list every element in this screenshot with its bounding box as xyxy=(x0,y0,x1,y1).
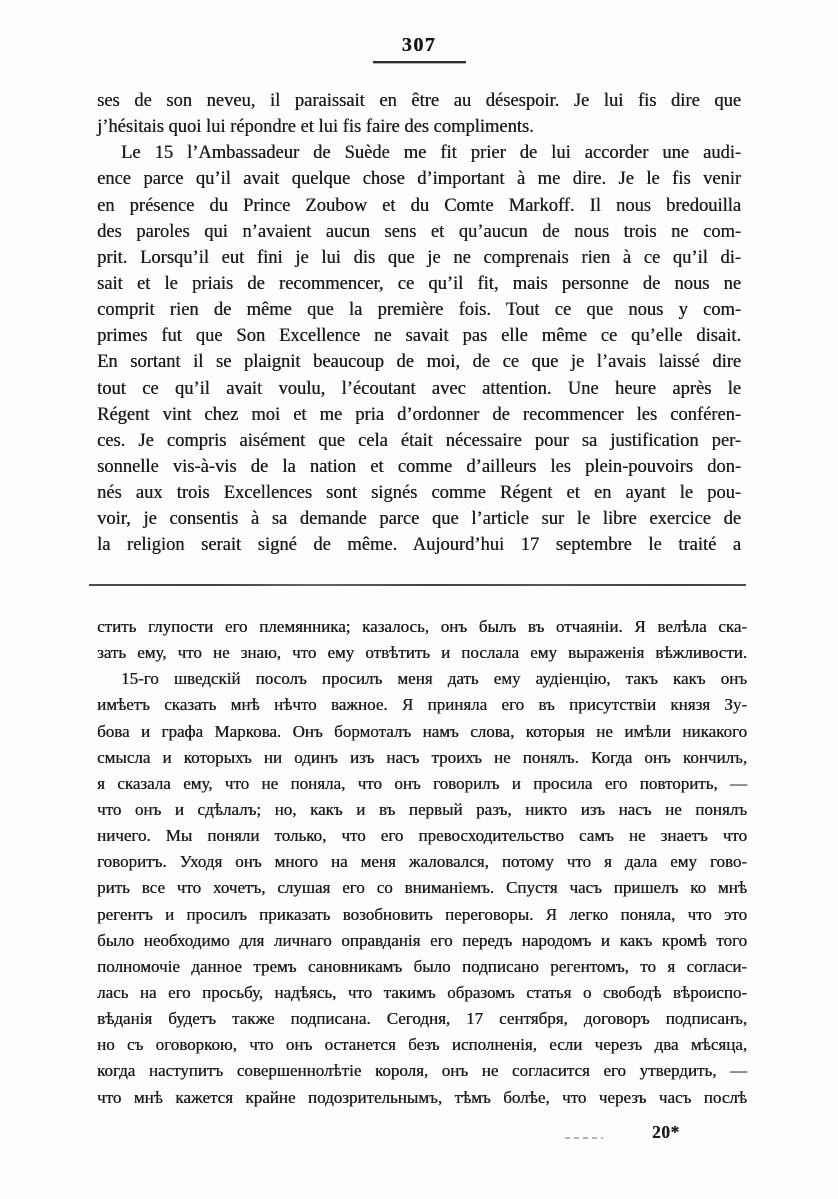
text-line: ence parce qu’il avait quelque chose d’important à me dire. Je le fis venir xyxy=(97,169,741,190)
text-line: voir, je consentis à sa demande parce que l’article sur le libre exercice de xyxy=(97,509,741,530)
text-line: когда наступитъ совершеннолѣтіе короля, онъ не согласится его утвердить, — xyxy=(97,1061,747,1081)
text-line: стить глупости его племянника; казалось, онъ былъ въ отчаяніи. Я велѣла ска- xyxy=(97,617,747,636)
text-line: говоритъ. Уходя онъ много на меня жаловался, потому что я дала ему гово- xyxy=(97,852,747,872)
page-number: 307 xyxy=(401,34,437,56)
text-line: En sortant il se plaignit beaucoup de moi, de ce que je l’avais laissé dire xyxy=(97,352,741,373)
text-line: но съ оговоркою, что онъ останется безъ исполненія, если черезъ два мѣсяца, xyxy=(97,1035,747,1055)
text-line: comprit rien de même que la première fois. Tout ce que nous y com- xyxy=(97,300,741,321)
text-line: зать ему, что не знаю, что ему отвѣтить и послала ему выраженія вѣжливости. xyxy=(97,643,747,663)
text-line: la religion serait signé de même. Aujourd’hui 17 septembre le traité a xyxy=(97,535,741,556)
text-line: рить все что хочетъ, слушая его со вниманіемъ. Спустя часъ пришелъ ко мнѣ xyxy=(97,878,747,898)
text-line: ничего. Мы поняли только, что его превосходительство самъ не знаетъ что xyxy=(97,826,747,846)
text-line: 15-го шведскій посолъ просилъ меня дать ему аудіенцію, такъ какъ онъ xyxy=(121,669,747,689)
text-line: sonnelle vis-à-vis de la nation et comme d’ailleurs les plein-pouvoirs don- xyxy=(97,456,741,477)
text-line: полномочіе данное тремъ сановникамъ было подписано регентомъ, то я согласи- xyxy=(97,956,747,976)
text-line: ses de son neveu, il paraissait en être au désespoir. Je lui fis dire que xyxy=(97,91,741,111)
printer-signature-mark: 20* xyxy=(652,1122,680,1142)
text-line: prit. Lorsqu’il eut fini je lui dis que je ne comprenais rien à ce qu’il di- xyxy=(97,247,741,268)
paragraph xyxy=(97,666,747,1110)
text-line: что онъ и сдѣлалъ; но, какъ и въ первый разъ, никто изъ насъ не понялъ xyxy=(97,799,747,819)
text-line: primes fut que Son Excellence ne savait pas elle même ce qu’elle disait. xyxy=(97,326,741,347)
text-line: что мнѣ кажется крайне подозрительнымъ, тѣмъ болѣе, что черезъ часъ послѣ xyxy=(97,1087,747,1107)
paragraph xyxy=(97,88,741,140)
section-divider-rule xyxy=(89,584,746,586)
text-line: регентъ и просилъ приказать возобновить переговоры. Я легко поняла, что это xyxy=(97,904,747,924)
text-line: tout ce qu’il avait voulu, l’écoutant avec attention. Une heure après le xyxy=(97,378,741,399)
text-line: я сказала ему, что не поняла, что онъ говорилъ и просила его повторить, — xyxy=(97,773,747,793)
text-line: Le 15 l’Ambassadeur de Suède me fit prier de lui accorder une audi- xyxy=(121,143,741,164)
paragraph xyxy=(97,140,741,558)
text-line: en présence du Prince Zoubow et du Comte Markoff. Il nous bredouilla xyxy=(97,195,741,216)
text-line: ces. Je compris aisément que cela était nécessaire pour sa justification per- xyxy=(97,430,741,451)
text-line: бова и графа Маркова. Онъ бормоталъ намъ слова, которыя не имѣли никакого xyxy=(97,721,747,741)
text-line: nés aux trois Excellences sont signés comme Régent et en ayant le pou- xyxy=(97,483,741,504)
french-text-block xyxy=(97,88,741,559)
page-number-rule xyxy=(373,61,466,63)
page-header xyxy=(0,34,838,63)
text-line: sait et le priais de recommencer, ce qu’il fit, mais personne de nous ne xyxy=(97,273,741,294)
text-line: j’hésitais quoi lui répondre et lui fis faire des compliments. xyxy=(97,117,534,138)
text-line: des paroles qui n’avaient aucun sens et qu’aucun de nous trois ne com- xyxy=(97,221,741,242)
text-line: было необходимо для личнаго оправданія его передъ народомъ и какъ кромѣ того xyxy=(97,930,747,950)
russian-translation-block xyxy=(97,614,747,1111)
ink-smudge xyxy=(565,1137,603,1139)
text-line: имѣетъ сказать мнѣ нѣчто важное. Я приняла его въ присутствіи князя Зу- xyxy=(97,695,747,715)
text-line: вѣданія будетъ также подписана. Сегодня, 17 сентября, договоръ подписанъ, xyxy=(97,1009,747,1029)
text-line: лась на его просьбу, надѣясь, что такимъ образомъ статья о свободѣ вѣроиспо- xyxy=(97,982,747,1002)
text-line: Régent vint chez moi et me pria d’ordonner de recommencer les conféren- xyxy=(97,404,741,425)
text-line: смысла и которыхъ ни одинъ изъ насъ троихъ не понялъ. Когда онъ кончилъ, xyxy=(97,747,747,767)
paragraph xyxy=(97,614,747,666)
